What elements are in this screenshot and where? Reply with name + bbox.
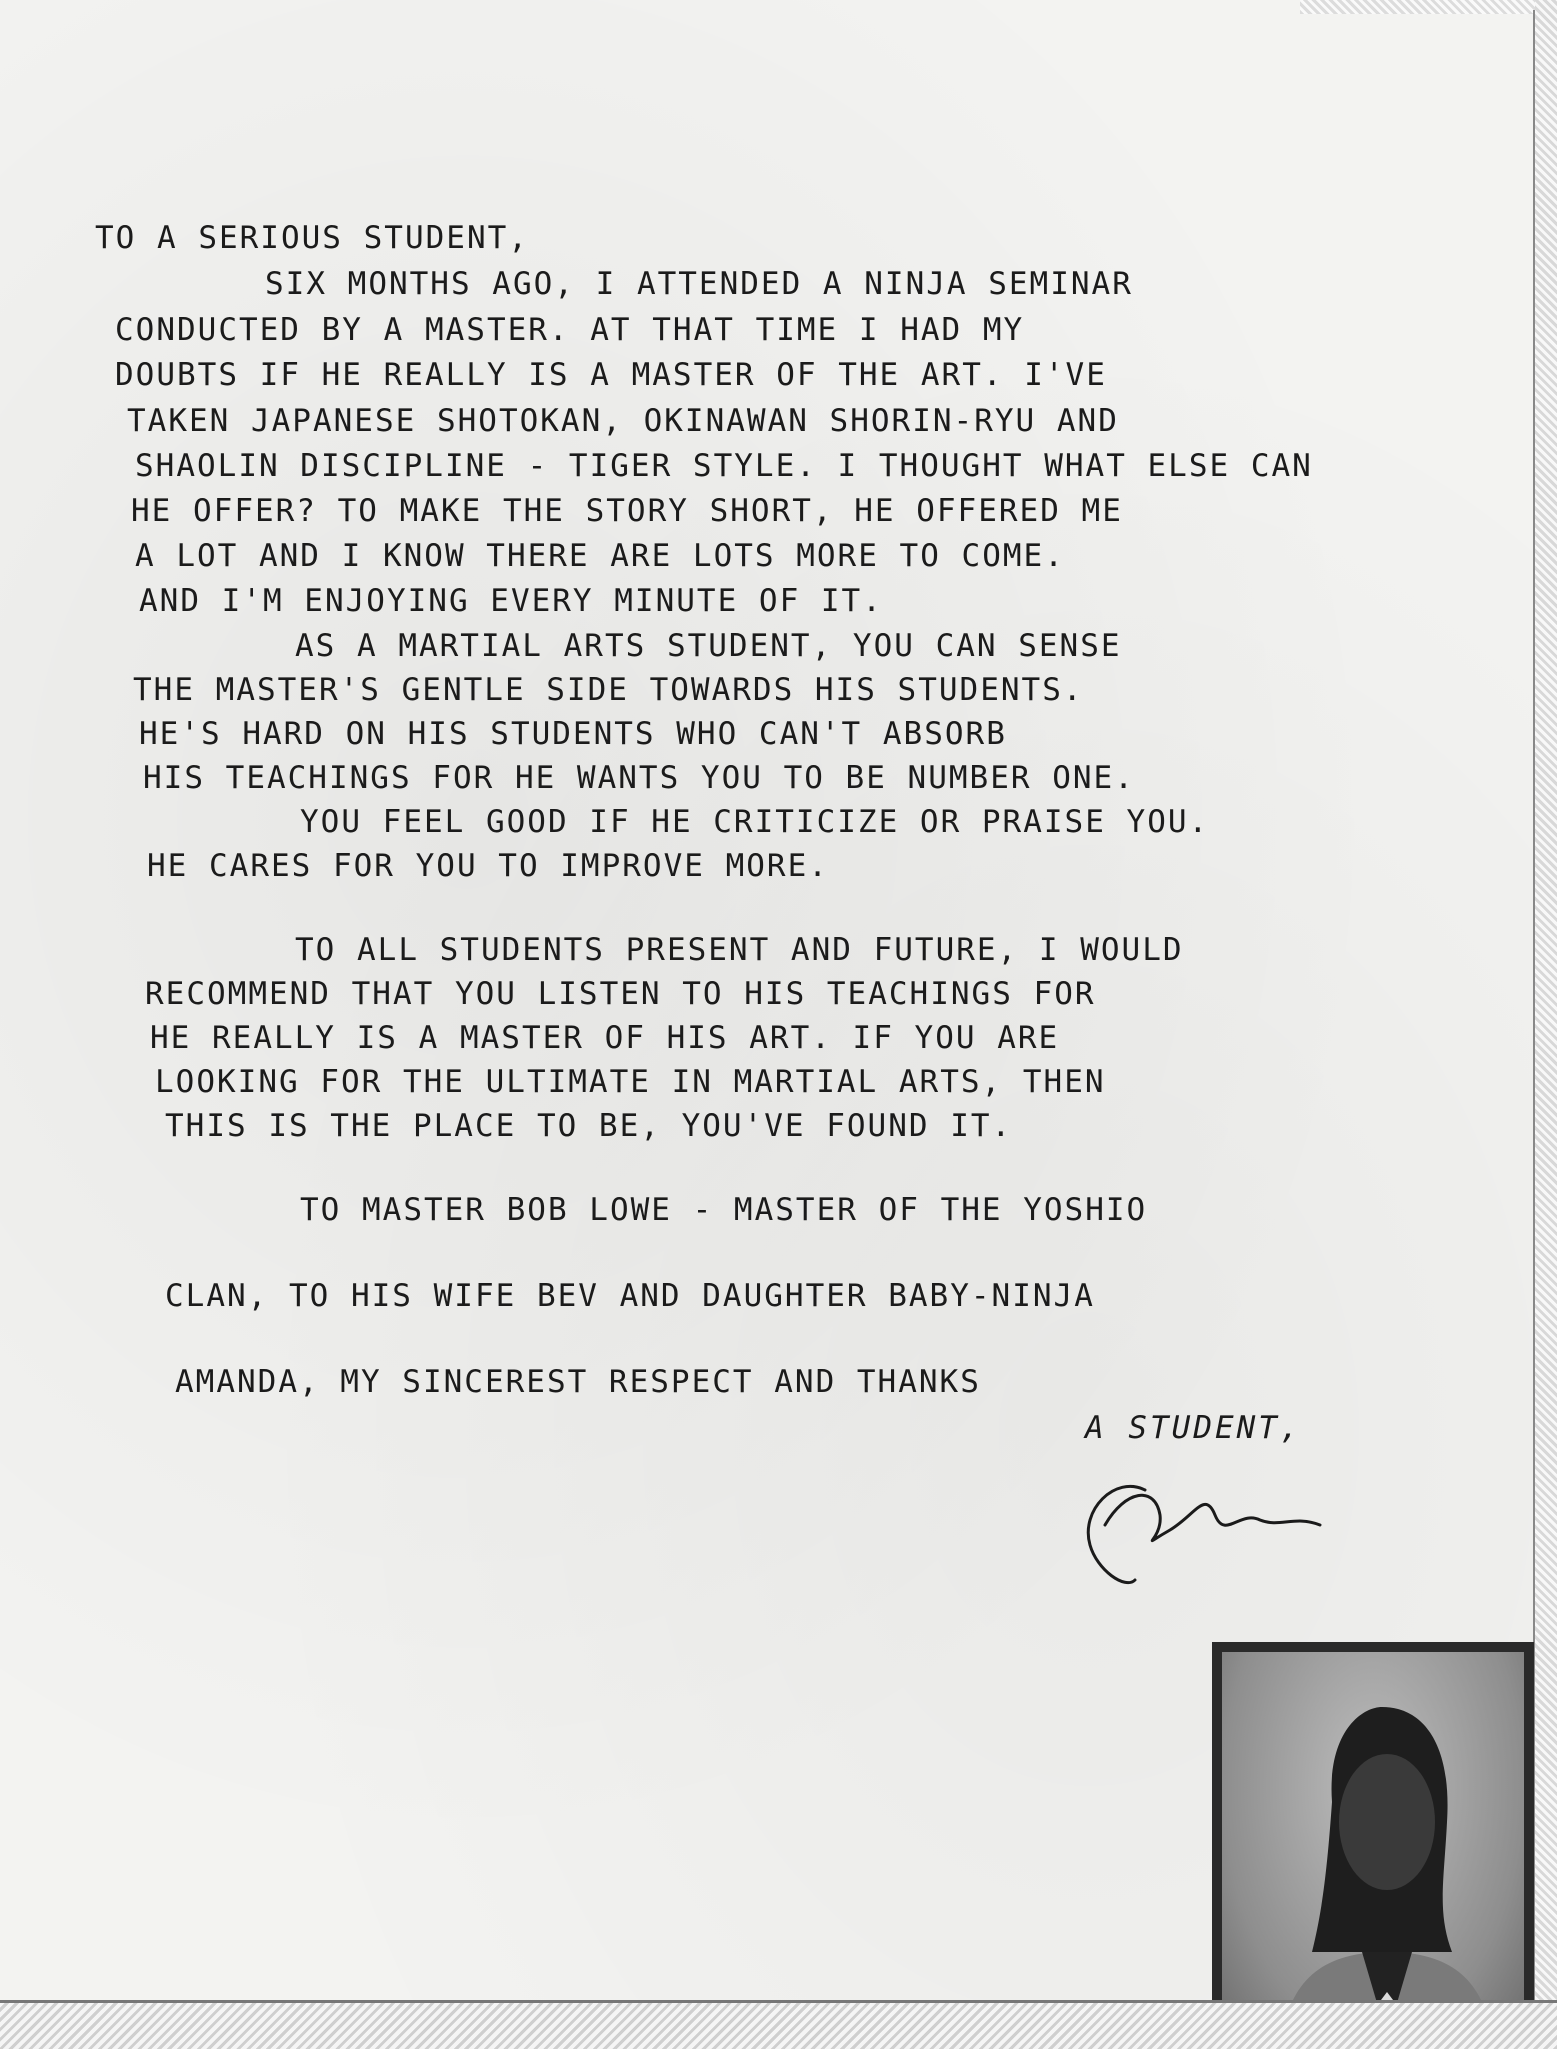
letter-line: RECOMMEND THAT YOU LISTEN TO HIS TEACHINGS FOR (145, 976, 1096, 1012)
scan-edge-bottom (0, 2000, 1557, 2049)
signature-icon (1075, 1470, 1345, 1600)
letter-line: TO A SERIOUS STUDENT, (95, 220, 529, 256)
letter-line: LOOKING FOR THE ULTIMATE IN MARTIAL ARTS, THEN (155, 1064, 1106, 1100)
letter-line: DOUBTS IF HE REALLY IS A MASTER OF THE ART. I'VE (115, 357, 1107, 393)
letter-line: AS A MARTIAL ARTS STUDENT, YOU CAN SENSE (295, 628, 1122, 664)
letter-line: HE REALLY IS A MASTER OF HIS ART. IF YOU ARE (150, 1020, 1060, 1056)
letter-line: A LOT AND I KNOW THERE ARE LOTS MORE TO COME. (135, 538, 1065, 574)
letter-line: YOU FEEL GOOD IF HE CRITICIZE OR PRAISE YOU. (300, 804, 1210, 840)
letter-line: THIS IS THE PLACE TO BE, YOU'VE FOUND IT. (165, 1108, 1013, 1144)
scan-edge-top (1300, 0, 1557, 14)
scan-edge-right (1535, 0, 1557, 2046)
letter-closing: A STUDENT, (1085, 1410, 1302, 1446)
portrait-photo-icon (1212, 1642, 1534, 2047)
letter-line: HIS TEACHINGS FOR HE WANTS YOU TO BE NUMBER ONE. (143, 760, 1135, 796)
letter-line: TAKEN JAPANESE SHOTOKAN, OKINAWAN SHORIN-RYU AND (127, 403, 1119, 439)
letter-line: AND I'M ENJOYING EVERY MINUTE OF IT. (139, 583, 883, 619)
letter-line: AMANDA, MY SINCEREST RESPECT AND THANKS (175, 1364, 981, 1400)
letter-line: SHAOLIN DISCIPLINE - TIGER STYLE. I THOUGHT WHAT ELSE CAN (135, 448, 1313, 484)
letter-line: SIX MONTHS AGO, I ATTENDED A NINJA SEMINAR (265, 266, 1133, 302)
letter-line: TO MASTER BOB LOWE - MASTER OF THE YOSHIO (300, 1192, 1148, 1228)
portrait-figure (1222, 1652, 1524, 2037)
letter-line: THE MASTER'S GENTLE SIDE TOWARDS HIS STUDENTS. (133, 672, 1084, 708)
letter-line: HE'S HARD ON HIS STUDENTS WHO CAN'T ABSORB (139, 716, 1007, 752)
letter-line: HE OFFER? TO MAKE THE STORY SHORT, HE OFFERED ME (131, 493, 1123, 529)
letter-line: CONDUCTED BY A MASTER. AT THAT TIME I HAD MY (115, 312, 1025, 348)
letter-line: CLAN, TO HIS WIFE BEV AND DAUGHTER BABY-NINJA (165, 1278, 1095, 1314)
letter-line: HE CARES FOR YOU TO IMPROVE MORE. (147, 848, 829, 884)
letter-line: TO ALL STUDENTS PRESENT AND FUTURE, I WOULD (295, 932, 1184, 968)
